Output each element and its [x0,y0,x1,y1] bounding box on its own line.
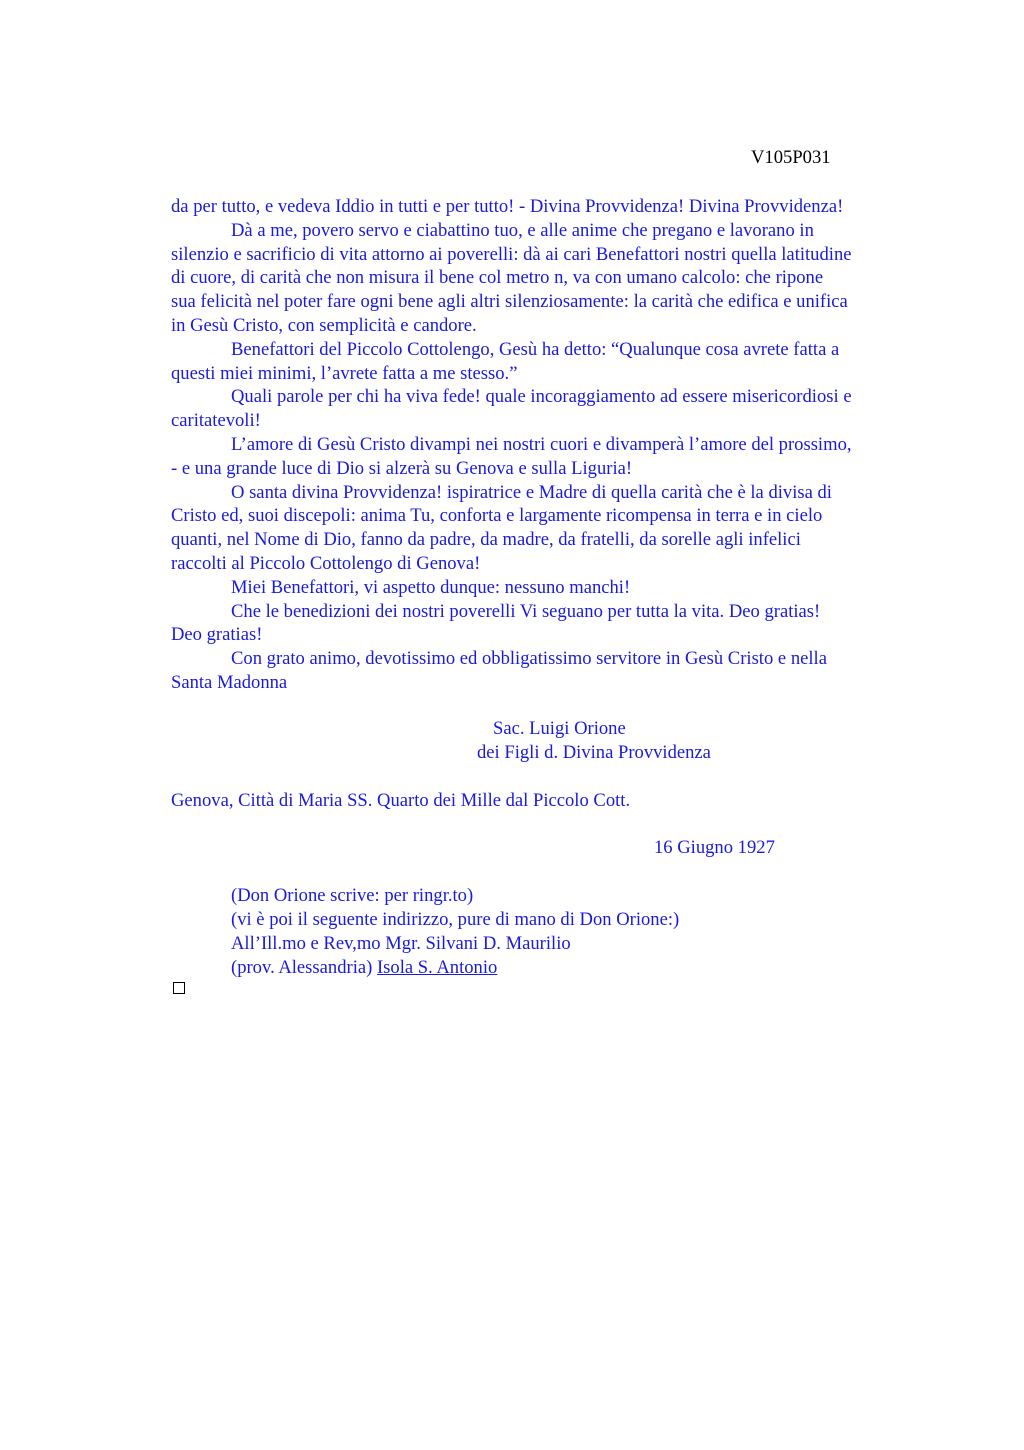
letter-line: Dà a me, povero servo e ciabattino tuo, e alle anime che pregano e lavorano in [231,219,814,241]
editor-note: (vi è poi il seguente indirizzo, pure di mano di Don Orione:) [231,909,680,930]
letter-line: da per tutto, e vedeva Iddio in tutti e per tutto! - Divina Provvidenza! Divina Provvidenza! [171,196,844,217]
page-code: V105P031 [751,147,831,168]
editor-note: (Don Orione scrive: per ringr.to) [231,885,474,906]
letter-place: Genova, Città di Maria SS. Quarto dei Mille dal Piccolo Cott. [171,790,631,811]
signature-congregation: dei Figli d. Divina Provvidenza [477,742,711,763]
letter-line: Benefattori del Piccolo Cottolengo, Gesù ha detto: “Qualunque cosa avrete fatta a [231,338,840,360]
address-town: Isola S. Antonio [376,957,498,978]
letter-line: Quali parole per chi ha viva fede! quale incoraggiamento ad essere misericordiosi e [231,386,852,408]
end-marker-box [173,982,185,994]
address-line: All’Ill.mo e Rev,mo Mgr. Silvani D. Maurilio [231,933,571,954]
letter-line: - e una grande luce di Dio si alzerà su Genova e sulla Liguria! [171,457,633,479]
letter-line: questi miei minimi, l’avrete fatta a me stesso.” [171,362,518,384]
letter-body [171,195,931,695]
letter-line: Deo gratias! [171,624,263,646]
letter-line: sua felicità nel poter fare ogni bene agli altri silenziosamente: la carità che edifica e unifica [171,291,848,313]
letter-line: silenzio e sacrificio di vita attorno ai poverelli: dà ai cari Benefattori nostri quella latitudine [171,243,852,265]
address-province-line [231,956,497,980]
letter-line: raccolti al Piccolo Cottolengo di Genova! [171,552,481,574]
letter-line: in Gesù Cristo, con semplicità e candore. [171,314,477,336]
address-province: (prov. Alessandria) [231,957,373,978]
letter-line: Miei Benefattori, vi aspetto dunque: nessuno manchi! [231,576,631,598]
letter-line: Cristo ed, suoi discepoli: anima Tu, conforta e largamente ricompensa in terra e in cielo [171,505,823,527]
letter-line: quanti, nel Nome di Dio, fanno da padre, da madre, da fratelli, da sorelle agli infelici [171,529,801,551]
letter-line: Che le benedizioni dei nostri poverelli Vi seguano per tutta la vita. Deo gratias! [231,600,821,622]
letter-line: di cuore, di carità che non misura il bene col metro n, va con umano calcolo: che ripone [171,267,824,289]
letter-line: O santa divina Provvidenza! ispiratrice e Madre di quella carità che è la divisa di [231,481,832,503]
letter-date: 16 Giugno 1927 [654,837,775,858]
letter-line: caritatevoli! [171,410,261,432]
letter-line: Santa Madonna [171,671,288,693]
signature-name: Sac. Luigi Orione [493,718,626,739]
letter-line: Con grato animo, devotissimo ed obbligatissimo servitore in Gesù Cristo e nella [231,648,827,670]
letter-line: L’amore di Gesù Cristo divampi nei nostri cuori e divamperà l’amore del prossimo, [231,433,852,455]
